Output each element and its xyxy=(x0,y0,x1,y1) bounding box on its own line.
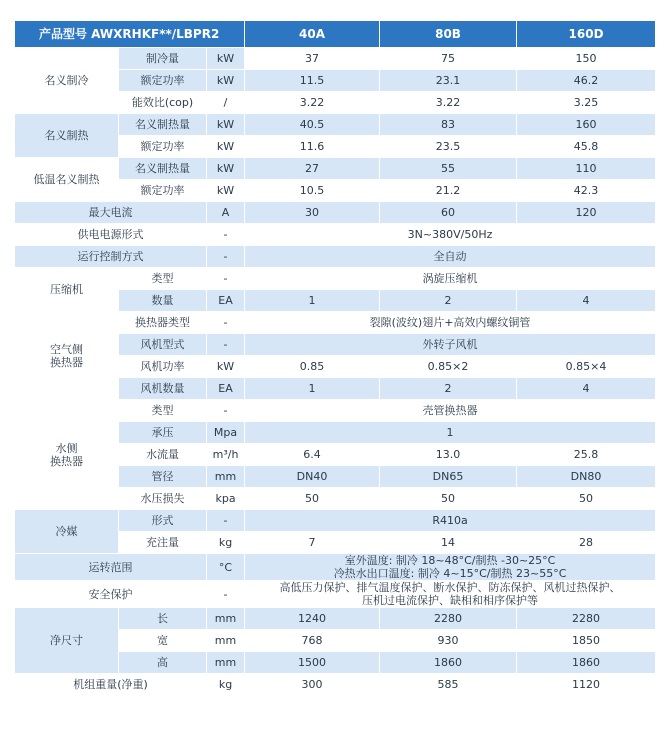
row-label: 形式 xyxy=(119,510,207,532)
value-cell: 150 xyxy=(517,48,656,70)
row-label: 额定功率 xyxy=(119,180,207,202)
value-cell: 全自动 xyxy=(245,246,656,268)
row-label: 安全保护 xyxy=(15,581,207,608)
row-label: 承压 xyxy=(119,422,207,444)
group-label-line: 水侧 xyxy=(55,441,78,455)
row-label: 长 xyxy=(119,608,207,630)
value-cell: 3.22 xyxy=(380,92,517,114)
value-cell: 55 xyxy=(380,158,517,180)
value-cell: 28 xyxy=(517,532,656,554)
value-cell xyxy=(245,554,656,581)
value-cell: 25.8 xyxy=(517,444,656,466)
row-label: 运转范围 xyxy=(15,554,207,581)
unit-cell: - xyxy=(207,510,245,532)
unit-cell: kW xyxy=(207,136,245,158)
value-cell: 300 xyxy=(245,674,380,696)
value-cell: 1860 xyxy=(380,652,517,674)
unit-cell: kW xyxy=(207,48,245,70)
value-cell: 11.5 xyxy=(245,70,380,92)
group-label: 净尺寸 xyxy=(15,608,119,674)
row-label: 风机功率 xyxy=(119,356,207,378)
value-cell: 30 xyxy=(245,202,380,224)
value-cell: 1 xyxy=(245,422,656,444)
header-row xyxy=(15,21,656,48)
value-cell: R410a xyxy=(245,510,656,532)
value-cell: 1850 xyxy=(517,630,656,652)
value-cell: 585 xyxy=(380,674,517,696)
range-line: 冷热水出口温度: 制冷 4~15°C/制热 23~55°C xyxy=(333,567,567,580)
unit-cell: m³/h xyxy=(207,444,245,466)
value-cell: 50 xyxy=(380,488,517,510)
unit-cell: - xyxy=(207,581,245,608)
row-label: 换热器类型 xyxy=(119,312,207,334)
group-label-line: 空气侧 xyxy=(50,342,83,356)
value-cell: 21.2 xyxy=(380,180,517,202)
unit-cell: - xyxy=(207,268,245,290)
group-label: 冷媒 xyxy=(15,510,119,554)
unit-cell: kW xyxy=(207,158,245,180)
value-cell: 2 xyxy=(380,378,517,400)
value-cell: 2280 xyxy=(380,608,517,630)
value-cell: 4 xyxy=(517,290,656,312)
row-label: 类型 xyxy=(119,400,207,422)
value-cell: 23.5 xyxy=(380,136,517,158)
row-label: 额定功率 xyxy=(119,136,207,158)
unit-cell: Mpa xyxy=(207,422,245,444)
value-cell: 11.6 xyxy=(245,136,380,158)
unit-cell: - xyxy=(207,246,245,268)
row-label: 类型 xyxy=(119,268,207,290)
group-label xyxy=(15,400,119,510)
unit-cell: kpa xyxy=(207,488,245,510)
group-label xyxy=(15,312,119,400)
value-cell: 160 xyxy=(517,114,656,136)
table-row xyxy=(15,608,656,630)
unit-cell: kW xyxy=(207,356,245,378)
value-cell: DN65 xyxy=(380,466,517,488)
value-cell: 7 xyxy=(245,532,380,554)
group-label: 压缩机 xyxy=(15,268,119,312)
unit-cell: mm xyxy=(207,630,245,652)
value-cell: 1 xyxy=(245,378,380,400)
value-cell: 0.85×4 xyxy=(517,356,656,378)
unit-cell: kg xyxy=(207,532,245,554)
value-cell: 75 xyxy=(380,48,517,70)
value-cell: 37 xyxy=(245,48,380,70)
unit-cell: EA xyxy=(207,290,245,312)
value-cell xyxy=(245,581,656,608)
value-cell: 13.0 xyxy=(380,444,517,466)
value-cell: 42.3 xyxy=(517,180,656,202)
table-row xyxy=(15,674,656,696)
table-row xyxy=(15,400,656,422)
protection-line: 高低压力保护、排气温度保护、断水保护、防冻保护、风机过热保护、 xyxy=(279,581,621,594)
unit-cell: EA xyxy=(207,378,245,400)
table-row xyxy=(15,268,656,290)
value-cell: 120 xyxy=(517,202,656,224)
unit-cell: mm xyxy=(207,652,245,674)
row-label: 名义制热量 xyxy=(119,158,207,180)
model-header: 产品型号 AWXRHKF**/LBPR2 xyxy=(15,21,245,48)
group-label: 名义制冷 xyxy=(15,48,119,114)
row-label: 管径 xyxy=(119,466,207,488)
row-label: 运行控制方式 xyxy=(15,246,207,268)
unit-cell: kW xyxy=(207,180,245,202)
unit-cell: A xyxy=(207,202,245,224)
value-cell: 83 xyxy=(380,114,517,136)
row-label: 高 xyxy=(119,652,207,674)
value-cell: 0.85 xyxy=(245,356,380,378)
value-cell: 1240 xyxy=(245,608,380,630)
value-cell: 46.2 xyxy=(517,70,656,92)
table-row xyxy=(15,246,656,268)
table-row xyxy=(15,158,656,180)
value-cell: DN80 xyxy=(517,466,656,488)
row-label: 机组重量(净重) xyxy=(15,674,207,696)
table-row xyxy=(15,581,656,608)
value-cell: 27 xyxy=(245,158,380,180)
value-cell: 2 xyxy=(380,290,517,312)
row-label: 水流量 xyxy=(119,444,207,466)
value-cell: 768 xyxy=(245,630,380,652)
value-cell: DN40 xyxy=(245,466,380,488)
unit-cell: - xyxy=(207,400,245,422)
value-cell: 60 xyxy=(380,202,517,224)
row-label: 水压损失 xyxy=(119,488,207,510)
group-label: 低温名义制热 xyxy=(15,158,119,202)
protection-line: 压机过电流保护、缺相和相序保护等 xyxy=(362,594,539,607)
value-cell: 3.25 xyxy=(517,92,656,114)
unit-cell: - xyxy=(207,334,245,356)
range-line: 室外温度: 制冷 18~48°C/制热 -30~25°C xyxy=(344,554,556,567)
row-label: 制冷量 xyxy=(119,48,207,70)
value-cell: 14 xyxy=(380,532,517,554)
unit-cell: kW xyxy=(207,114,245,136)
value-cell: 涡旋压缩机 xyxy=(245,268,656,290)
value-cell: 0.85×2 xyxy=(380,356,517,378)
value-cell: 23.1 xyxy=(380,70,517,92)
row-label: 名义制热量 xyxy=(119,114,207,136)
row-label: 风机型式 xyxy=(119,334,207,356)
value-cell: 40.5 xyxy=(245,114,380,136)
table-row xyxy=(15,510,656,532)
table-row xyxy=(15,202,656,224)
table-row xyxy=(15,48,656,70)
unit-cell: - xyxy=(207,224,245,246)
col-header-80b: 80B xyxy=(380,21,517,48)
unit-cell: / xyxy=(207,92,245,114)
table-row xyxy=(15,554,656,581)
unit-cell: °C xyxy=(207,554,245,581)
value-cell: 2280 xyxy=(517,608,656,630)
value-cell: 50 xyxy=(517,488,656,510)
row-label: 最大电流 xyxy=(15,202,207,224)
value-cell: 45.8 xyxy=(517,136,656,158)
value-cell: 1860 xyxy=(517,652,656,674)
table-row xyxy=(15,114,656,136)
spec-table xyxy=(14,20,656,696)
unit-cell: mm xyxy=(207,466,245,488)
value-cell: 6.4 xyxy=(245,444,380,466)
value-cell: 3N~380V/50Hz xyxy=(245,224,656,246)
table-row xyxy=(15,224,656,246)
value-cell: 3.22 xyxy=(245,92,380,114)
unit-cell: - xyxy=(207,312,245,334)
row-label: 数量 xyxy=(119,290,207,312)
unit-cell: kW xyxy=(207,70,245,92)
value-cell: 1 xyxy=(245,290,380,312)
value-cell: 外转子风机 xyxy=(245,334,656,356)
row-label: 充注量 xyxy=(119,532,207,554)
col-header-160d: 160D xyxy=(517,21,656,48)
value-cell: 4 xyxy=(517,378,656,400)
group-label-line: 换热器 xyxy=(50,355,83,369)
table-row xyxy=(15,312,656,334)
value-cell: 10.5 xyxy=(245,180,380,202)
row-label: 宽 xyxy=(119,630,207,652)
unit-cell: kg xyxy=(207,674,245,696)
value-cell: 50 xyxy=(245,488,380,510)
unit-cell: mm xyxy=(207,608,245,630)
row-label: 风机数量 xyxy=(119,378,207,400)
value-cell: 110 xyxy=(517,158,656,180)
value-cell: 1500 xyxy=(245,652,380,674)
row-label: 能效比(cop) xyxy=(119,92,207,114)
value-cell: 1120 xyxy=(517,674,656,696)
col-header-40a: 40A xyxy=(245,21,380,48)
group-label: 名义制热 xyxy=(15,114,119,158)
row-label: 供电电源形式 xyxy=(15,224,207,246)
value-cell: 壳管换热器 xyxy=(245,400,656,422)
value-cell: 裂隙(波纹)翅片+高效内螺纹铜管 xyxy=(245,312,656,334)
value-cell: 930 xyxy=(380,630,517,652)
row-label: 额定功率 xyxy=(119,70,207,92)
group-label-line: 换热器 xyxy=(50,454,83,468)
